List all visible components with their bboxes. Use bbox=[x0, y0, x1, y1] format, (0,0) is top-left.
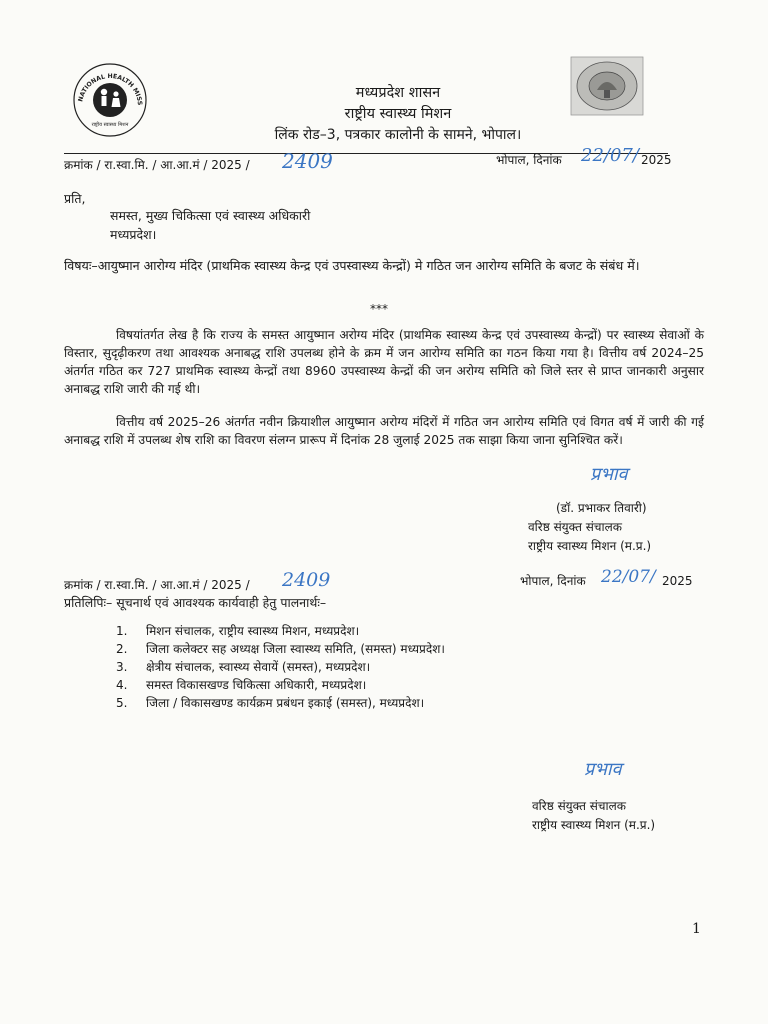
header-govt: मध्यप्रदेश शासन bbox=[355, 85, 441, 101]
nhm-logo-icon bbox=[72, 62, 148, 138]
ref-prefix-1: क्रमांक / रा.स्वा.मि. / आ.आ.मं / 2025 / bbox=[64, 158, 250, 172]
list-item: 1. मिशन संचालक, राष्ट्रीय स्वास्थ्य मिशन, मध्यप्रदेश। bbox=[116, 624, 360, 638]
ref-year-2: 2025 bbox=[662, 574, 693, 588]
ref-date-handwritten-1: 22/07/ bbox=[581, 145, 639, 166]
signature-handwritten-1: प्रभाव bbox=[590, 464, 628, 485]
ref-number-handwritten-1: 2409 bbox=[282, 149, 333, 173]
subject-label: विषयः– bbox=[64, 258, 98, 273]
ref-prefix-2: क्रमांक / रा.स्वा.मि. / आ.आ.मं / 2025 / bbox=[64, 578, 250, 592]
ref-place-2: भोपाल, दिनांक bbox=[520, 574, 586, 588]
header-divider bbox=[64, 153, 668, 154]
subject bbox=[64, 256, 704, 275]
nhm-logo-subtext: राष्ट्रीय स्वास्थ्य मिशन bbox=[91, 122, 129, 128]
nhm-logo-text: NATIONAL HEALTH MISS bbox=[77, 72, 144, 106]
signatory-designation-1: वरिष्ठ संयुक्त संचालक bbox=[528, 520, 622, 534]
signatory-office-1: राष्ट्रीय स्वास्थ्य मिशन (म.प्र.) bbox=[528, 539, 652, 553]
separator-stars: *** bbox=[370, 302, 388, 316]
ref-year-1: 2025 bbox=[641, 153, 672, 167]
body-paragraph-1: विषयांतर्गत लेख है कि राज्य के समस्त आयुष्मान अरोग्य मंदिर (प्राथमिक स्वास्थ्य केन्द्र एवं उपस्वास्थ्य केन्द्रों) पर स्वास्थ्य सेवाओं के विस्तार, सुदृढ़ीकरण तथा आवश्यक अनाबद्ध राशि उपलब्ध होने के क्रम में जन आरोग्य समिति का गठन किया गया है। वित्तीय वर्ष 2024–25 अंतर्गत गठित कर 727 प्राथमिक स्वास्थ्य केन्द्रों तथा 8960 उपस्वास्थ्य केन्द्रों की जन अरोग्य समिति को जिले स्तर से प्राप्त जानकारी अनुसार अनाबद्ध राशि जारी की गई थी। bbox=[64, 328, 704, 396]
header-mission: राष्ट्रीय स्वास्थ्य मिशन bbox=[344, 106, 452, 122]
recipient-line-1: समस्त, मुख्य चिकित्सा एवं स्वास्थ्य अधिकारी bbox=[110, 208, 311, 223]
body-paragraph-2: वित्तीय वर्ष 2025–26 अंतर्गत नवीन क्रियाशील आयुष्मान अरोग्य मंदिरों में गठित जन आरोग्य समिति एवं विगत वर्ष में जारी की गई अनाबद्ध राशि में उपलब्ध शेष राशि का विवरण संलग्न प्रारूप में दिनांक 28 जुलाई 2025 तक साझा किया जाना सुनिश्चित करें। bbox=[64, 415, 704, 447]
nhm-logo bbox=[72, 62, 148, 138]
subject-text: आयुष्मान आरोग्य मंदिर (प्राथमिक स्वास्थ्य केन्द्र एवं उपस्वास्थ्य केन्द्रों) मे गठित जन आरोग्य समिति के बजट के संबंध में। bbox=[97, 258, 640, 273]
header-address: लिंक रोड–3, पत्रकार कालोनी के सामने, भोपाल। bbox=[274, 127, 522, 143]
recipient-prati: प्रति, bbox=[64, 191, 86, 206]
recipient-line-2: मध्यप्रदेश। bbox=[110, 227, 157, 242]
list-item: 4. समस्त विकासखण्ड चिकित्सा अधिकारी, मध्यप्रदेश। bbox=[116, 678, 367, 692]
list-item: 3. क्षेत्रीय संचालक, स्वास्थ्य सेवायें (समस्त), मध्यप्रदेश। bbox=[116, 660, 371, 674]
copy-list bbox=[116, 622, 556, 712]
signatory-designation-2: वरिष्ठ संयुक्त संचालक bbox=[532, 799, 626, 813]
ref-place-1: भोपाल, दिनांक bbox=[496, 153, 562, 167]
ref-date-handwritten-2: 22/07/ bbox=[601, 567, 656, 587]
list-item: 5. जिला / विकासखण्ड कार्यक्रम प्रबंधन इकाई (समस्त), मध्यप्रदेश। bbox=[116, 696, 425, 710]
ref-number-handwritten-2: 2409 bbox=[282, 569, 331, 591]
signatory-office-2: राष्ट्रीय स्वास्थ्य मिशन (म.प्र.) bbox=[532, 818, 656, 832]
page-number: 1 bbox=[692, 921, 701, 937]
signatory-name: (डॉ. प्रभाकर तिवारी) bbox=[556, 501, 647, 515]
list-item: 2. जिला कलेक्टर सह अध्यक्ष जिला स्वास्थ्य समिति, (समस्त) मध्यप्रदेश। bbox=[116, 642, 445, 656]
copy-label: प्रतिलिपिः– सूचनार्थ एवं आवश्यक कार्यवाही हेतु पालनार्थः– bbox=[64, 595, 327, 610]
signature-handwritten-2: प्रभाव bbox=[584, 759, 622, 780]
